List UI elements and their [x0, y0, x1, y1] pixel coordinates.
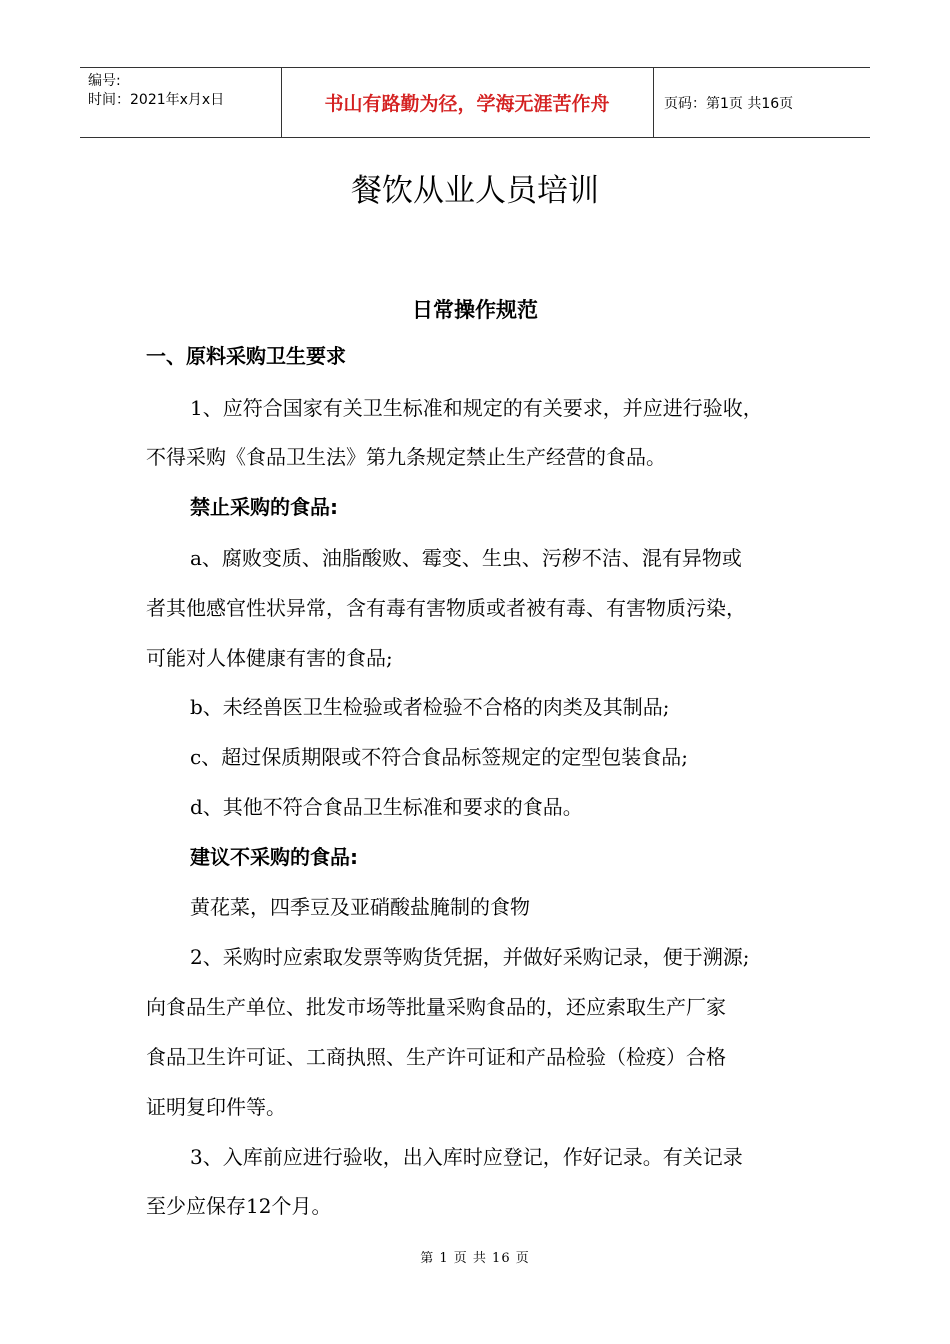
paragraph-line: a、腐败变质、油脂酸败、霉变、生虫、污秽不洁、混有异物或 [190, 546, 742, 570]
paragraph-line: 食品卫生许可证、工商执照、生产许可证和产品检验（检疫）合格 [146, 1045, 726, 1069]
section-heading: 一、原料采购卫生要求 [146, 344, 346, 368]
paragraph-line: 向食品生产单位、批发市场等批量采购食品的，还应索取生产厂家 [146, 995, 726, 1019]
subheading: 禁止采购的食品: [190, 495, 338, 519]
header-meta [88, 72, 278, 110]
paragraph-line: 黄花菜，四季豆及亚硝酸盐腌制的食物 [190, 895, 530, 919]
paragraph-line: 3、入库前应进行验收，出入库时应登记，作好记录。有关记录 [190, 1145, 743, 1169]
header-motto: 书山有路勤为径，学海无涯苦作舟 [324, 93, 610, 115]
page-footer: 第 1 页 共 16 页 [420, 1251, 530, 1266]
paragraph-line: 者其他感官性状异常，含有毒有害物质或者被有毒、有害物质污染， [146, 596, 746, 620]
paragraph-line: 2、采购时应索取发票等购货凭据，并做好采购记录，便于溯源; [190, 945, 750, 969]
document-number-label: 编号: [88, 73, 121, 89]
paragraph-line: c、超过保质期限或不符合食品标签规定的定型包装食品; [190, 745, 688, 769]
header-page-info: 页码：第1页 共16页 [664, 95, 794, 112]
section-subtitle: 日常操作规范 [412, 298, 538, 322]
paragraph-line: 证明复印件等。 [146, 1095, 286, 1119]
paragraph-line: 不得采购《食品卫生法》第九条规定禁止生产经营的食品。 [146, 445, 666, 469]
header-divider [653, 68, 654, 137]
paragraph-line: b、未经兽医卫生检验或者检验不合格的肉类及其制品; [190, 695, 670, 719]
subheading: 建议不采购的食品: [190, 845, 358, 869]
document-title: 餐饮从业人员培训 [351, 173, 599, 209]
page-header [80, 67, 870, 138]
paragraph-line: 可能对人体健康有害的食品; [146, 646, 393, 670]
paragraph-line: 至少应保存12个月。 [146, 1194, 332, 1218]
document-date: 时间：2021年x月x日 [88, 92, 225, 108]
paragraph-line: d、其他不符合食品卫生标准和要求的食品。 [190, 795, 583, 819]
paragraph-line: 1、应符合国家有关卫生标准和规定的有关要求，并应进行验收， [190, 396, 763, 420]
